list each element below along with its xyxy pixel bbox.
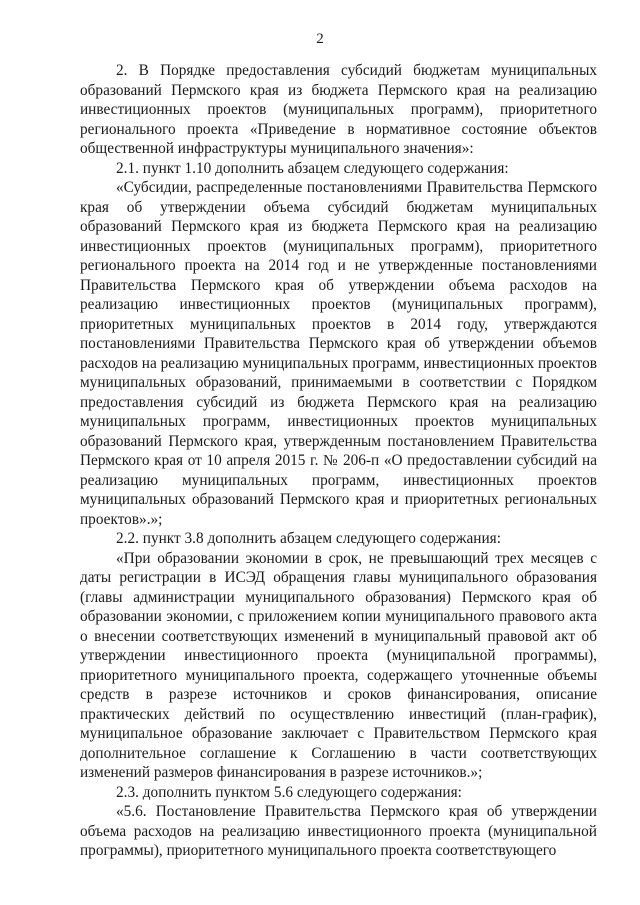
document-body bbox=[80, 61, 597, 861]
paragraph-2-1-intro: 2.1. пункт 1.10 дополнить абзацем следующего содержания: bbox=[116, 159, 509, 177]
paragraph-2-3-intro: 2.3. дополнить пунктом 5.6 следующего содержания: bbox=[116, 783, 462, 801]
paragraph-2-2-quote: «При образовании экономии в срок, не превышающий трех месяцев с даты регистрации в ИСЭД обращения главы муниципального образования (главы администрации муниципального образования) Пермского края об образовании экономии, с приложением копии муниципального правового акта о внесении соответствующих изменений в муниципальный правовой акт об утверждении инвестиционного проекта (муниципальной программы), приоритетного муниципального проекта, содержащего уточненные объемы средств в разрезе источников и сроков финансирования, описание практических действий по осуществлению инвестиций (план-график), муниципальное образование заключает с Правительством Пермского края дополнительное соглашение к Соглашению в части соответствующих изменений размеров финансирования в разрезе источников.»; bbox=[80, 549, 597, 781]
page-number: 2 bbox=[316, 31, 324, 47]
paragraph-2-1-quote: «Субсидии, распределенные постановлениями Правительства Пермского края об утверждении объема субсидий бюджетам муниципальных образований Пермского края из бюджета Пермского края на реализацию инвестиционных проектов (муниципальных программ), приоритетного регионального проекта на 2014 год и не утвержденные постановлениями Правительства Пермского края об утверждении объема расходов на реализацию инвестиционных проектов (муниципальных программ), приоритетных муниципальных проектов в 2014 году, утверждаются постановлениями Правительства Пермского края об утверждении объемов расходов на реализацию муниципальных программ, инвестиционных проектов муниципальных образований, принимаемыми в соответствии с Порядком предоставления субсидий из бюджета Пермского края на реализацию муниципальных программ, инвестиционных проектов муниципальных образований Пермского края, утвержденным постановлением Правительства Пермского края от 10 апреля 2015 г. № 206-п «О предоставлении субсидий на реализацию муниципальных программ, инвестиционных проектов муниципальных образований Пермского края и приоритетных региональных проектов».»; bbox=[80, 179, 597, 528]
paragraph-2-section-header: 2. В Порядке предоставления субсидий бюджетам муниципальных образований Пермского края из бюджета Пермского края на реализацию инвестиционных проектов (муниципальных программ), приоритетного регионального проекта «Приведение в нормативное состояние объектов общественной инфраструктуры муниципального значения»: bbox=[80, 62, 597, 157]
paragraph-2-2-intro: 2.2. пункт 3.8 дополнить абзацем следующего содержания: bbox=[116, 530, 501, 547]
paragraph-2-3-quote: «5.6. Постановление Правительства Пермского края об утверждении объема расходов на реализацию инвестиционного проекта (муниципальной программы), приоритетного муниципального проекта соответствующего bbox=[80, 803, 597, 859]
